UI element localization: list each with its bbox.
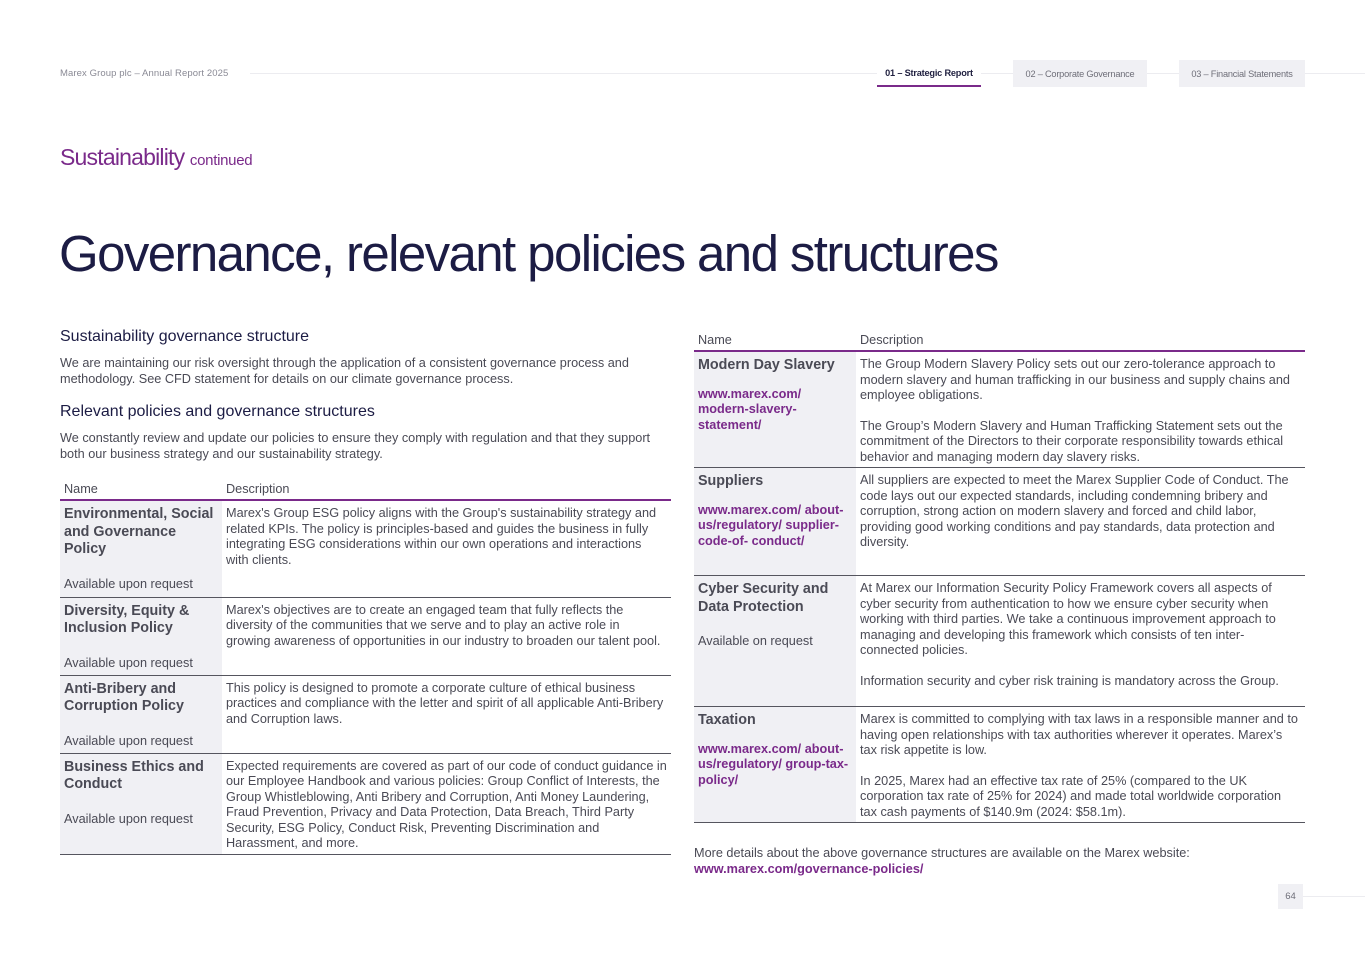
table-header-row xyxy=(60,480,671,500)
col-name-header: Name xyxy=(694,331,856,351)
structure-name-cell xyxy=(694,351,856,468)
tab-corporate-governance[interactable]: 02 – Corporate Governance xyxy=(1013,60,1147,87)
policy-name: Business Ethics and Conduct xyxy=(64,758,204,792)
structures-table xyxy=(694,331,1305,823)
structure-description xyxy=(856,576,1305,707)
table-row xyxy=(60,675,671,753)
policy-name-cell xyxy=(60,500,222,597)
col-description-header: Description xyxy=(222,480,671,500)
table-row xyxy=(60,500,671,597)
policies-heading: Relevant policies and governance structures xyxy=(60,403,375,420)
governance-structure-text: We are maintaining our risk oversight through the application of a consistent governance process and methodology. See CFD statement for details on our climate governance process. xyxy=(60,356,629,386)
structure-name: Modern Day Slavery xyxy=(698,357,835,373)
tab-financial-statements[interactable]: 03 – Financial Statements xyxy=(1179,60,1305,87)
description-para: The Group’s Modern Slavery and Human Trafficking Statement sets out the commitment of the Directors to their corporate responsibility towards ethical behavior and managing modern day slavery risks. xyxy=(860,418,1284,464)
description-para: Marex is committed to complying with tax laws in a responsible manner and to having open relationships with tax authorities wherever it operates. Marex’s tax risk appetite is low. xyxy=(860,712,1298,757)
policies-text: We constantly review and update our policies to ensure they comply with regulation and that they support both our business strategy and our sustainability strategy. xyxy=(60,431,651,461)
section-label xyxy=(60,144,252,171)
policy-availability: Available upon request xyxy=(64,733,193,748)
page-number: 64 xyxy=(1278,884,1303,909)
table-row xyxy=(694,468,1305,576)
policy-name-cell xyxy=(60,597,222,675)
section-name: Sustainability xyxy=(60,144,185,170)
table-row xyxy=(694,707,1305,823)
policy-description: Marex's objectives are to create an engaged team that fully reflects the diversity of the communities that we serve and to play an active role in growing awareness of opportunities in our industry to broaden our talent pool. xyxy=(222,597,671,675)
policy-name-cell xyxy=(60,675,222,753)
more-details-sentence: More details about the above governance structures are available on the Marex website: xyxy=(694,846,1190,860)
tax-policy-link[interactable]: www.marex.com/ about-us/regulatory/ group-tax-policy/ xyxy=(698,741,849,787)
structure-name-cell xyxy=(694,707,856,823)
more-details-text xyxy=(694,846,1305,877)
governance-structure-heading: Sustainability governance structure xyxy=(60,328,310,345)
footer-rule xyxy=(1303,896,1365,897)
policy-name: Environmental, Social and Governance Policy xyxy=(64,506,214,557)
description-para: All suppliers are expected to meet the Marex Supplier Code of Conduct. The code lays out our expected standards, including condemning bribery and corruption, strong action on modern slavery and forced and child labor, providing good working conditions and pay standards, data protection and diversity. xyxy=(860,473,1289,549)
left-column xyxy=(60,328,671,855)
section-continued: continued xyxy=(189,152,253,169)
table-header-row xyxy=(694,331,1305,351)
policy-name-cell xyxy=(60,753,222,854)
right-column xyxy=(694,331,1305,877)
policy-name: Anti-Bribery and Corruption Policy xyxy=(64,680,184,714)
modern-slavery-link[interactable]: www.marex.com/ modern-slavery- statement/ xyxy=(698,386,802,432)
policy-availability: Available upon request xyxy=(64,811,193,826)
description-para: In 2025, Marex had an effective tax rate of 25% (compared to the UK corporation tax rate of 25% for 2024) and made total worldwide corporation tax cash payments of $140.9m (2024: $58.1m). xyxy=(860,773,1282,819)
structure-description xyxy=(856,351,1305,468)
description-para: At Marex our Information Security Policy Framework covers all aspects of cyber security from authentication to how we ensure cyber security when working with third parties. We take a continuous improvement approach to managing and developing this framework which consists of ten inter-connected policies. xyxy=(860,581,1276,657)
structure-description xyxy=(856,707,1305,823)
structure-name: Cyber Security and Data Protection xyxy=(698,581,829,615)
policy-name: Diversity, Equity & Inclusion Policy xyxy=(64,602,190,636)
page-title: Governance, relevant policies and structures xyxy=(59,225,998,282)
policy-availability: Available upon request xyxy=(64,576,193,591)
table-row xyxy=(694,351,1305,468)
policy-description: This policy is designed to promote a corporate culture of ethical business practices and compliance with the letter and spirit of all applicable Anti-Bribery and Corruption laws. xyxy=(222,675,671,753)
structure-name: Taxation xyxy=(698,712,756,728)
col-name-header: Name xyxy=(60,480,222,500)
governance-policies-link[interactable]: www.marex.com/governance-policies/ xyxy=(694,861,924,876)
structure-name-cell xyxy=(694,576,856,707)
description-para: Information security and cyber risk training is mandatory across the Group. xyxy=(860,673,1279,688)
tab-strategic-report[interactable]: 01 – Strategic Report xyxy=(877,60,981,87)
structure-name-cell xyxy=(694,468,856,576)
table-row xyxy=(694,576,1305,707)
table-row xyxy=(60,597,671,675)
policy-description: Marex's Group ESG policy aligns with the Group's sustainability strategy and related KPIs. The policy is principles-based and guides the business in fully integrating ESG considerations within our own operations and interactions with clients. xyxy=(222,500,671,597)
policy-availability: Available upon request xyxy=(64,655,193,670)
report-title: Marex Group plc – Annual Report 2025 xyxy=(60,68,229,79)
policies-table xyxy=(60,480,671,855)
supplier-code-link[interactable]: www.marex.com/ about-us/regulatory/ supplier-code-of- conduct/ xyxy=(698,502,844,548)
table-row xyxy=(60,753,671,854)
structure-name: Suppliers xyxy=(698,473,764,489)
col-description-header: Description xyxy=(856,331,1305,351)
description-para: The Group Modern Slavery Policy sets out our zero-tolerance approach to modern slavery and human trafficking in our business and supply chains and employee obligations. xyxy=(860,357,1290,402)
structure-description xyxy=(856,468,1305,576)
structure-availability: Available on request xyxy=(698,634,813,648)
policy-description: Expected requirements are covered as part of our code of conduct guidance in our Employee Handbook and various policies: Group Conflict of Interests, the Group Whistleblowing, Anti Bribery and Corruption, Anti Money Laundering, Fraud Prevention, Privacy and Data Protection, Data Breach, Third Party Security, ESG Policy, Conduct Risk, Preventing Discrimination and Harassment, and more. xyxy=(222,753,671,854)
